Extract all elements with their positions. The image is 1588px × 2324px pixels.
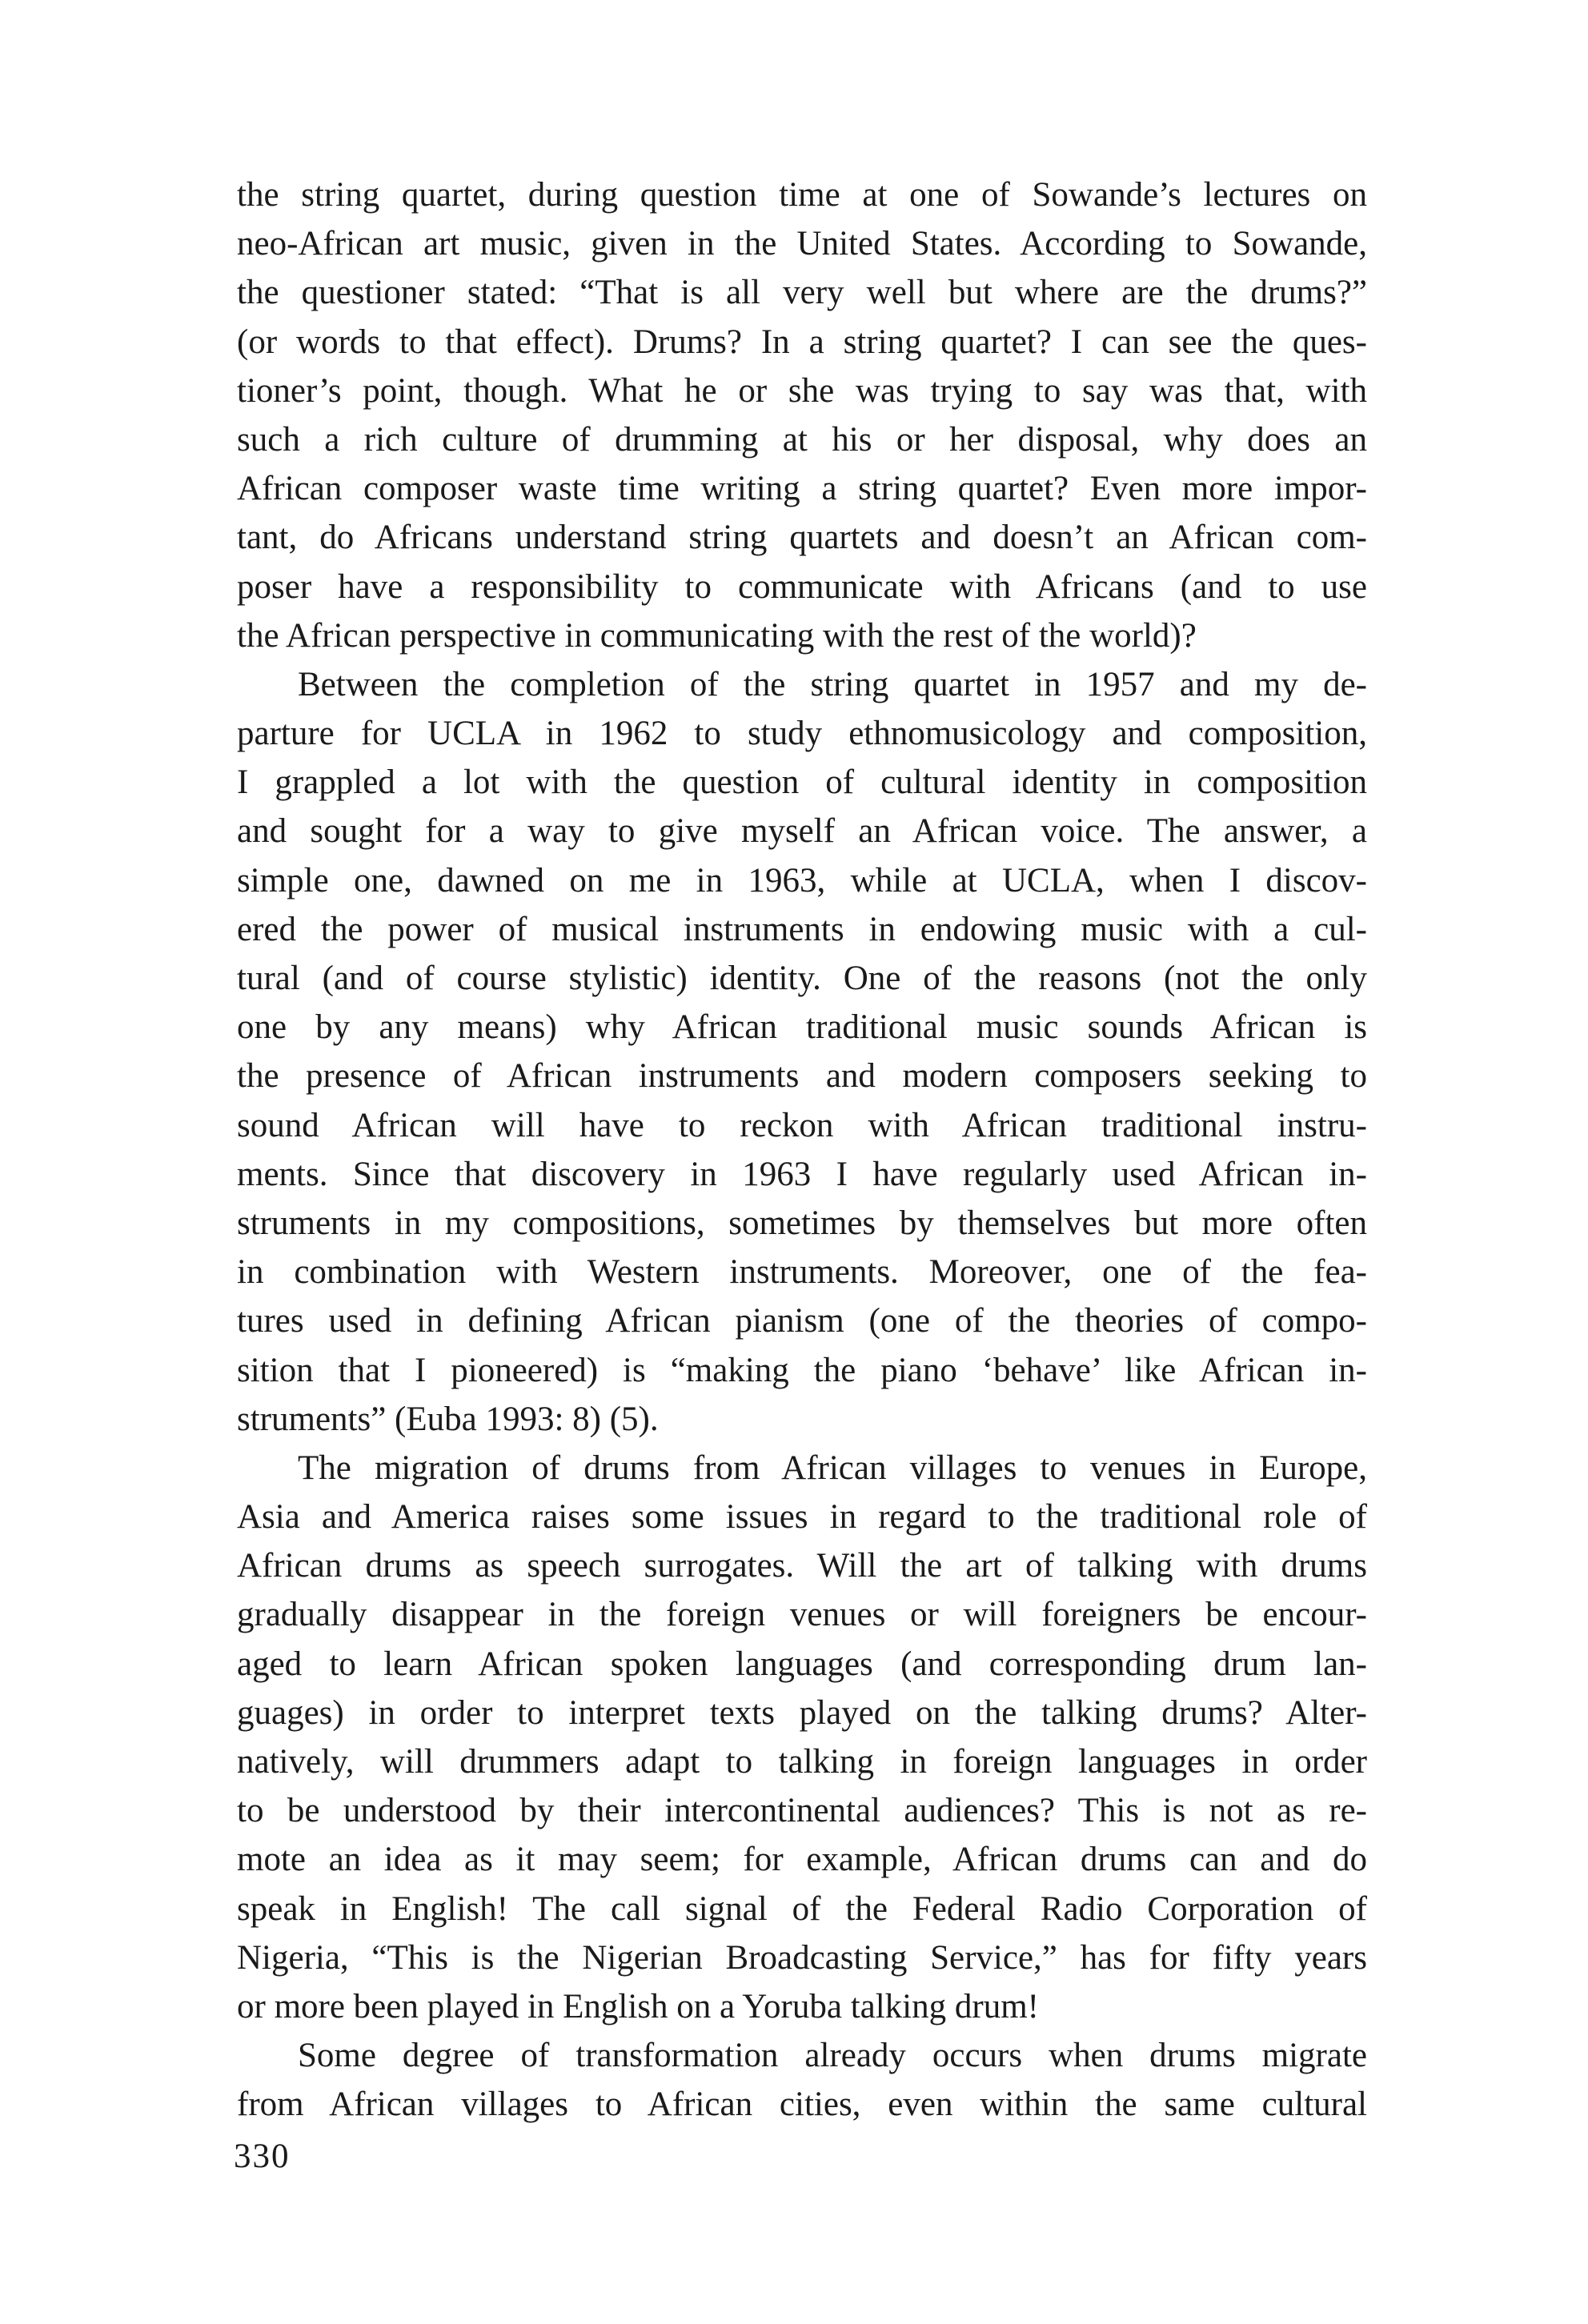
text-line: mote an idea as it may seem; for example, African drums can and do	[237, 1841, 1367, 1879]
text-line: I grappled a lot with the question of cultural identity in composition	[237, 763, 1367, 802]
paragraph-start-line: Between the completion of the string quartet in 1957 and my de-	[298, 665, 1367, 703]
text-line: guages) in order to interpret texts played on the talking drums? Alter-	[237, 1693, 1367, 1732]
text-line: and sought for a way to give myself an African voice. The answer, a	[237, 812, 1367, 851]
text-line: from African villages to African cities, even within the same cultural	[237, 2086, 1367, 2124]
text-line: sition that I pioneered) is “making the piano ‘behave’ like African in-	[237, 1351, 1367, 1389]
text-line: tures used in defining African pianism (one of the theories of compo-	[237, 1302, 1367, 1340]
text-line: the string quartet, during question time at one of Sowande’s lectures on	[237, 176, 1367, 214]
text-line: ered the power of musical instruments in endowing music with a cul-	[237, 910, 1367, 948]
text-line: Nigeria, “This is the Nigerian Broadcasting Service,” has for fifty years	[237, 1938, 1367, 1977]
text-line: or more been played in English on a Yoruba talking drum!	[237, 1987, 1039, 2025]
text-line: gradually disappear in the foreign venues or will foreigners be encour-	[237, 1596, 1367, 1634]
text-line: sound African will have to reckon with African traditional instru-	[237, 1106, 1367, 1144]
text-line: African drums as speech surrogates. Will the art of talking with drums	[237, 1547, 1367, 1585]
text-line: the presence of African instruments and modern composers seeking to	[237, 1057, 1367, 1096]
text-line: African composer waste time writing a string quartet? Even more impor-	[237, 470, 1367, 508]
text-line: (or words to that effect). Drums? In a string quartet? I can see the ques-	[237, 323, 1367, 361]
text-line: neo-African art music, given in the United States. According to Sowande,	[237, 225, 1367, 263]
paragraph-start-line: The migration of drums from African villages to venues in Europe,	[298, 1448, 1367, 1487]
text-line: struments” (Euba 1993: 8) (5).	[237, 1400, 659, 1438]
page-number: 330	[234, 2138, 291, 2175]
text-line: in combination with Western instruments. Moreover, one of the fea-	[237, 1253, 1367, 1292]
text-line: tant, do Africans understand string quartets and doesn’t an African com-	[237, 519, 1367, 557]
text-line: poser have a responsibility to communicate with Africans (and to use	[237, 567, 1367, 606]
text-line: ments. Since that discovery in 1963 I have regularly used African in-	[237, 1155, 1367, 1193]
body-text	[237, 170, 1367, 2130]
text-line: natively, will drummers adapt to talking in foreign languages in order	[237, 1743, 1367, 1781]
text-line: the questioner stated: “That is all very well but where are the drums?”	[237, 274, 1367, 312]
text-line: one by any means) why African traditional music sounds African is	[237, 1008, 1367, 1047]
text-line: parture for UCLA in 1962 to study ethnomusicology and composition,	[237, 715, 1367, 753]
text-line: aged to learn African spoken languages (and corresponding drum lan-	[237, 1645, 1367, 1683]
text-line: simple one, dawned on me in 1963, while at UCLA, when I discov-	[237, 861, 1367, 900]
text-line: such a rich culture of drumming at his or her disposal, why does an	[237, 420, 1367, 459]
text-line: the African perspective in communicating with the rest of the world)?	[237, 616, 1197, 655]
paragraph-start-line: Some degree of transformation already occurs when drums migrate	[298, 2037, 1367, 2075]
text-line: tioner’s point, though. What he or she was trying to say was that, with	[237, 371, 1367, 410]
text-line: tural (and of course stylistic) identity. One of the reasons (not the only	[237, 960, 1367, 997]
text-line: speak in English! The call signal of the Federal Radio Corporation of	[237, 1889, 1367, 1928]
text-line: to be understood by their intercontinental audiences? This is not as re-	[237, 1792, 1367, 1830]
text-line: struments in my compositions, sometimes by themselves but more often	[237, 1204, 1367, 1242]
text-line: Asia and America raises some issues in regard to the traditional role of	[237, 1498, 1367, 1537]
